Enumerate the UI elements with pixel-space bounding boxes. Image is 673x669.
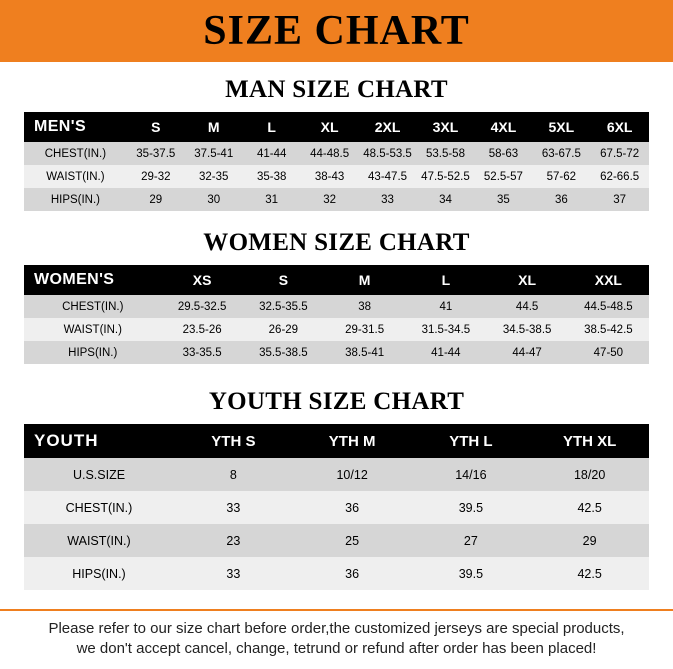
women-row-label: HIPS(IN.) xyxy=(68,346,118,359)
youth-table-wrap xyxy=(0,424,673,590)
men-header-cell: S xyxy=(151,119,161,135)
youth-cell: 36 xyxy=(345,500,360,515)
men-section-title: MAN SIZE CHART xyxy=(225,76,448,103)
youth-row-label: U.S.SIZE xyxy=(72,467,126,482)
women-cell: 29-31.5 xyxy=(345,323,385,336)
women-cell: 41 xyxy=(439,300,453,313)
women-cell: 35.5-38.5 xyxy=(259,346,308,359)
table-row xyxy=(24,491,649,524)
men-cell: 29-32 xyxy=(141,170,171,183)
youth-cell: 33 xyxy=(226,500,241,515)
youth-header-cell: YTH M xyxy=(328,432,376,450)
women-header-cell: WOMEN'S xyxy=(34,271,115,288)
men-cell: 33 xyxy=(381,193,394,206)
page-title: SIZE CHART xyxy=(203,8,470,54)
youth-header-cell: YTH L xyxy=(449,432,493,450)
women-cell: 26-29 xyxy=(268,323,299,336)
men-cell: 37 xyxy=(613,193,627,206)
youth-cell: 8 xyxy=(229,467,237,482)
youth-row-label: CHEST(IN.) xyxy=(65,500,133,515)
women-header-row xyxy=(24,265,649,295)
women-cell: 23.5-26 xyxy=(182,323,222,336)
women-row-label: WAIST(IN.) xyxy=(63,323,122,336)
men-row-label: HIPS(IN.) xyxy=(50,193,101,206)
men-header-cell: L xyxy=(267,119,276,135)
table-row xyxy=(24,557,649,590)
women-cell: 31.5-34.5 xyxy=(421,323,471,336)
women-header-cell: XXL xyxy=(594,272,622,288)
women-header-cell: XL xyxy=(518,272,537,288)
men-header-cell: 5XL xyxy=(548,119,575,135)
footer-note xyxy=(0,609,673,669)
youth-cell: 27 xyxy=(463,533,478,548)
youth-row-label: WAIST(IN.) xyxy=(67,533,131,548)
youth-cell: 36 xyxy=(345,566,360,581)
women-cell: 41-44 xyxy=(431,346,461,359)
men-header-cell: 4XL xyxy=(490,119,517,135)
men-cell: 63-67.5 xyxy=(541,147,581,160)
table-row xyxy=(24,458,649,491)
women-header-cell: XS xyxy=(192,272,212,288)
men-cell: 67.5-72 xyxy=(600,147,640,160)
youth-header-cell: YOUTH xyxy=(34,431,99,450)
youth-cell: 39.5 xyxy=(458,566,484,581)
youth-header-row xyxy=(24,424,649,458)
men-cell: 35-37.5 xyxy=(136,147,176,160)
men-cell: 53.5-58 xyxy=(425,147,465,160)
men-cell: 32 xyxy=(323,193,336,206)
youth-cell: 18/20 xyxy=(573,467,606,482)
youth-cell: 25 xyxy=(345,533,360,548)
men-cell: 48.5-53.5 xyxy=(363,147,412,160)
women-cell: 33-35.5 xyxy=(182,346,222,359)
men-cell: 35-38 xyxy=(256,170,287,183)
table-row xyxy=(24,524,649,557)
youth-cell: 29 xyxy=(582,533,597,548)
table-row xyxy=(24,341,649,364)
youth-cell: 39.5 xyxy=(458,500,484,515)
youth-size-table xyxy=(24,424,649,590)
men-cell: 36 xyxy=(554,193,568,206)
women-cell: 34.5-38.5 xyxy=(502,323,552,336)
women-cell: 44.5-48.5 xyxy=(584,300,633,313)
youth-cell: 42.5 xyxy=(577,500,602,515)
women-cell: 38.5-41 xyxy=(345,346,385,359)
men-cell: 47.5-52.5 xyxy=(421,170,470,183)
women-cell: 44.5 xyxy=(515,300,539,313)
table-row xyxy=(24,142,649,165)
men-header-row xyxy=(24,112,649,142)
men-cell: 52.5-57 xyxy=(483,170,523,183)
youth-row-label: HIPS(IN.) xyxy=(72,566,126,581)
men-header-cell: XL xyxy=(320,119,339,135)
men-cell: 34 xyxy=(439,193,452,206)
men-cell: 32-35 xyxy=(199,170,229,183)
women-size-table xyxy=(24,265,649,364)
table-row xyxy=(24,295,649,318)
men-size-table xyxy=(24,112,649,211)
women-header-cell: L xyxy=(441,272,451,288)
men-cell: 57-62 xyxy=(546,170,577,183)
men-cell: 37.5-41 xyxy=(194,147,234,160)
table-row xyxy=(24,318,649,341)
women-table-wrap xyxy=(0,265,673,364)
youth-cell: 10/12 xyxy=(336,467,368,482)
women-row-label: CHEST(IN.) xyxy=(62,300,124,313)
youth-cell: 42.5 xyxy=(577,566,602,581)
youth-cell: 14/16 xyxy=(455,467,487,482)
women-cell: 29.5-32.5 xyxy=(177,300,227,313)
women-cell: 38.5-42.5 xyxy=(584,323,633,336)
men-cell: 35 xyxy=(497,193,510,206)
youth-header-cell: YTH S xyxy=(211,432,256,450)
women-header-cell: M xyxy=(358,272,371,288)
women-cell: 38 xyxy=(358,300,372,313)
footer-note-line-1: Please refer to our size chart before order,the customized jerseys are special products, xyxy=(48,619,625,637)
men-header-cell: M xyxy=(207,119,220,135)
youth-header-cell: YTH XL xyxy=(562,432,617,450)
table-row xyxy=(24,188,649,211)
youth-section-title: YOUTH SIZE CHART xyxy=(208,388,465,415)
footer-note-line-2: we don't accept cancel, change, tetrund or refund after order has been placed! xyxy=(76,639,597,657)
women-cell: 44-47 xyxy=(512,346,542,359)
men-header-cell: 6XL xyxy=(606,119,633,135)
men-cell: 44-48.5 xyxy=(310,147,350,160)
women-header-cell: S xyxy=(278,272,289,288)
women-cell: 32.5-35.5 xyxy=(259,300,308,313)
men-cell: 43-47.5 xyxy=(368,170,408,183)
men-cell: 29 xyxy=(149,193,163,206)
men-table-wrap xyxy=(0,112,673,211)
men-cell: 31 xyxy=(265,193,279,206)
youth-cell: 33 xyxy=(226,566,241,581)
men-cell: 41-44 xyxy=(256,147,287,160)
women-section-title: WOMEN SIZE CHART xyxy=(203,229,470,256)
men-header-cell: MEN'S xyxy=(34,118,87,135)
page-banner xyxy=(0,0,673,62)
men-header-cell: 2XL xyxy=(374,119,401,135)
men-cell: 58-63 xyxy=(488,147,519,160)
table-row xyxy=(24,165,649,188)
men-cell: 38-43 xyxy=(314,170,345,183)
men-row-label: WAIST(IN.) xyxy=(46,170,105,183)
men-header-cell: 3XL xyxy=(432,119,459,135)
women-cell: 47-50 xyxy=(593,346,624,359)
men-row-label: CHEST(IN.) xyxy=(44,147,107,160)
men-cell: 30 xyxy=(207,193,221,206)
men-cell: 62-66.5 xyxy=(600,170,640,183)
youth-cell: 23 xyxy=(226,533,241,548)
